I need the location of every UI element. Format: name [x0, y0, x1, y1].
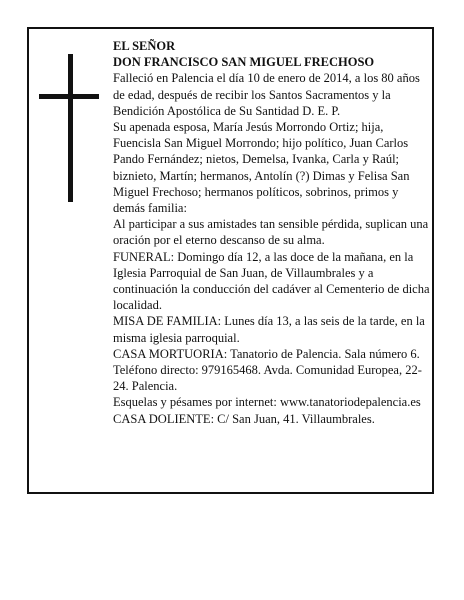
notice-title-line-1: EL SEÑOR: [113, 39, 176, 53]
obituary-notice: [27, 27, 434, 494]
deceased-name: DON FRANCISCO SAN MIGUEL FRECHOSO: [113, 55, 375, 70]
cross-horizontal-bar: [39, 94, 99, 99]
family-mass-paragraph: MISA DE FAMILIA: Lunes día 13, a las seis de la tarde, en la misma iglesia parroquial.: [113, 314, 425, 345]
family-paragraph: Su apenada esposa, María Jesús Morrondo Ortiz; hija, Fuencisla San Miguel Morrondo; hijo político, Juan Carlos Pando Fernández; nietos, Demelsa, Ivanka, Carla y Raúl; biznieto, Martín; hermanos, Antolín (?) Dimas y Felisa San Miguel Frechoso; hermanos políticos, sobrinos, primos y demás familia:: [113, 120, 410, 216]
cross-vertical-bar: [68, 54, 73, 202]
prayer-request-paragraph: Al participar a sus amistades tan sensible pérdida, suplican una oración por el eterno descanso de su alma.: [113, 217, 429, 248]
funeral-paragraph: FUNERAL: Domingo día 12, a las doce de la mañana, en la Iglesia Parroquial de San Juan, de Villaumbrales y a continuación la conducción del cadáver al Cementerio de dicha localidad.: [113, 249, 430, 313]
internet-condolences-paragraph: Esquelas y pésames por internet: www.tanatoriodepalencia.es: [113, 395, 421, 410]
mortuary-paragraph: CASA MORTUORIA: Tanatorio de Palencia. Sala número 6. Teléfono directo: 979165468. Avda. Comunidad Europea, 22-24. Palencia.: [113, 346, 422, 394]
cross-icon: [39, 54, 99, 202]
notice-text: [113, 38, 431, 427]
mourning-house-paragraph: CASA DOLIENTE: C/ San Juan, 41. Villaumbrales.: [113, 411, 375, 426]
death-paragraph: Falleció en Palencia el día 10 de enero de 2014, a los 80 años de edad, después de recibir los Santos Sacramentos y la Bendición Apostólica de Su Santidad D. E. P.: [113, 71, 420, 118]
